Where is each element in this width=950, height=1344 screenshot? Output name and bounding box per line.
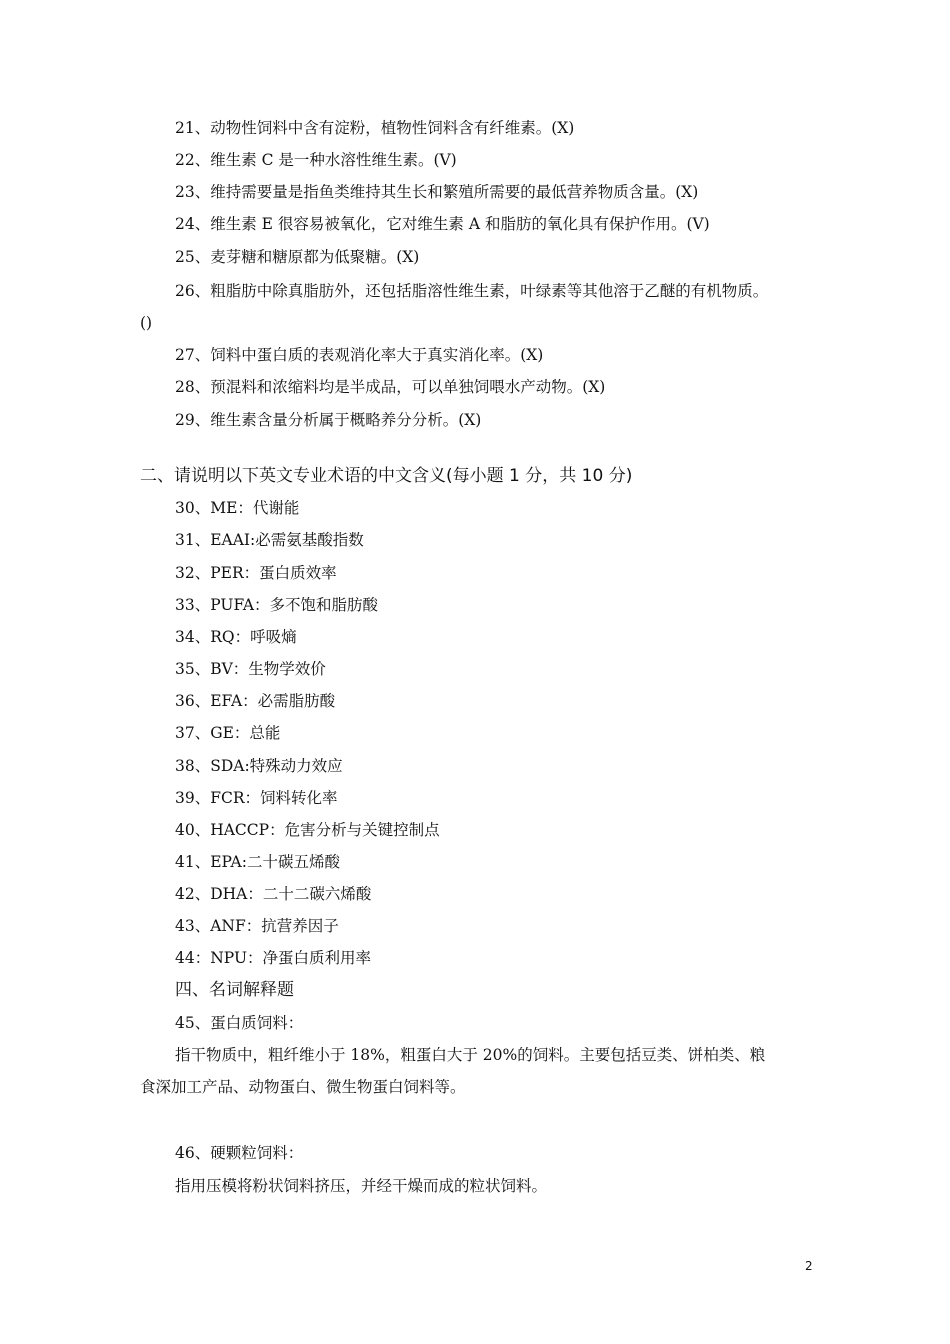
term-item-30: 30、ME：代谢能: [175, 499, 300, 517]
question-45-answer-line-2: 食深加工产品、动物蛋白、微生物蛋白饲料等。: [140, 1078, 466, 1096]
tf-item-26: 26、粗脂肪中除真脂肪外，还包括脂溶性维生素，叶绿素等其他溶于乙醚的有机物质。: [175, 282, 769, 300]
tf-item-29: 29、维生素含量分析属于概略养分分析。(X): [175, 411, 482, 429]
term-item-33: 33、PUFA：多不饱和脂肪酸: [175, 596, 379, 614]
term-item-31: 31、EAAI:必需氨基酸指数: [175, 531, 364, 549]
term-item-43: 43、ANF：抗营养因子: [175, 917, 339, 935]
question-46-title: 46、硬颗粒饲料：: [175, 1144, 304, 1162]
term-item-38: 38、SDA:特殊动力效应: [175, 757, 343, 775]
term-item-37: 37、GE：总能: [175, 724, 281, 742]
term-item-44: 44：NPU：净蛋白质利用率: [175, 949, 372, 967]
term-item-40: 40、HACCP：危害分析与关键控制点: [175, 821, 440, 839]
tf-item-21: 21、动物性饲料中含有淀粉，植物性饲料含有纤维素。(X): [175, 119, 575, 137]
term-item-39: 39、FCR：饲料转化率: [175, 789, 338, 807]
tf-item-25: 25、麦芽糖和糖原都为低聚糖。(X): [175, 248, 420, 266]
tf-item-26-answer: (): [140, 314, 153, 332]
term-item-42: 42、DHA：二十二碳六烯酸: [175, 885, 372, 903]
term-item-41: 41、EPA:二十碳五烯酸: [175, 853, 340, 871]
question-45-title: 45、蛋白质饲料：: [175, 1014, 304, 1032]
question-45-answer-line-1: 指干物质中，粗纤维小于 18%，粗蛋白大于 20%的饲料。主要包括豆类、饼柏类、粮: [175, 1046, 766, 1064]
tf-item-24: 24、维生素 E 很容易被氧化，它对维生素 A 和脂肪的氧化具有保护作用。(V): [175, 215, 710, 233]
section-heading-terms: 二、请说明以下英文专业术语的中文含义(每小题 1 分，共 10 分): [140, 466, 633, 486]
term-item-35: 35、BV：生物学效价: [175, 660, 326, 678]
tf-item-28: 28、预混料和浓缩料均是半成品，可以单独饲喂水产动物。(X): [175, 378, 606, 396]
term-item-32: 32、PER：蛋白质效率: [175, 564, 337, 582]
term-item-36: 36、EFA：必需脂肪酸: [175, 692, 336, 710]
page-number: 2: [805, 1259, 813, 1273]
tf-item-27: 27、饲料中蛋白质的表观消化率大于真实消化率。(X): [175, 346, 544, 364]
tf-item-23: 23、维持需要量是指鱼类维持其生长和繁殖所需要的最低营养物质含量。(X): [175, 183, 699, 201]
tf-item-22: 22、维生素 C 是一种水溶性维生素。(V): [175, 151, 457, 169]
question-46-answer: 指用压模将粉状饲料挤压，并经干燥而成的粒状饲料。: [175, 1177, 548, 1195]
term-item-34: 34、RQ：呼吸熵: [175, 628, 297, 646]
section-heading-definitions: 四、名词解释题: [175, 980, 294, 1000]
